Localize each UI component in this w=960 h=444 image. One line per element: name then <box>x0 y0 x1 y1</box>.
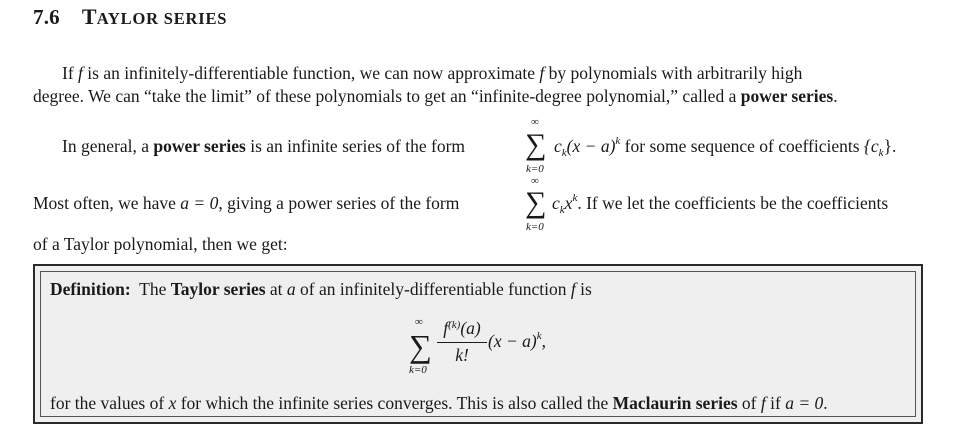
text: of an infinitely-differentiable function <box>295 279 571 299</box>
math-x: x <box>564 193 573 213</box>
math-sup: (k) <box>448 319 461 331</box>
series-factor <box>488 331 546 352</box>
para1-line2 <box>33 86 838 107</box>
text: is an infinite series of the form <box>245 136 466 156</box>
text: , <box>541 331 546 351</box>
math-den: k! <box>455 345 469 365</box>
text: , giving a power series of the form <box>218 193 460 213</box>
sum-lower-limit: k=0 <box>409 364 427 376</box>
text: The <box>130 279 171 299</box>
text: degree. We can “take the limit” of these polynomials to get an “infinite-degree polynomial,” called a <box>33 86 741 106</box>
text: by polynomials with arbitrarily high <box>544 63 803 83</box>
definition-line3 <box>50 393 828 414</box>
math-x: x <box>168 393 177 413</box>
math-f: f <box>570 279 576 299</box>
summation-sign: ∑ <box>409 328 432 364</box>
text: . <box>823 393 828 413</box>
text: for which the infinite series converges. This is also called the <box>176 393 613 413</box>
fraction-bar <box>437 342 487 343</box>
math-coef: {c <box>863 136 879 156</box>
text: is an infinitely-differentiable function, we can now approximate <box>82 63 540 83</box>
section-title-rest: AYLOR SERIES <box>96 9 228 28</box>
math-c: c <box>554 136 562 156</box>
sum-upper-limit: ∞ <box>531 175 539 187</box>
section-title-initial: T <box>81 4 97 29</box>
math-sub: k <box>559 204 565 216</box>
term-maclaurin-series: Maclaurin series <box>612 393 738 413</box>
fraction-denominator <box>437 345 487 366</box>
math-c: c <box>552 193 560 213</box>
math-f: f <box>539 63 545 83</box>
text: . If we let the coefficients be the coefficients <box>577 193 889 213</box>
term-taylor-series: Taylor series <box>170 279 266 299</box>
sum-upper-limit: ∞ <box>531 116 539 128</box>
math-factor: (x − a) <box>566 136 616 156</box>
fraction-numerator <box>437 318 487 339</box>
text: In general, a <box>62 136 154 156</box>
para3-line2: of a Taylor polynomial, then we get: <box>33 234 288 254</box>
math-f: f <box>78 63 83 83</box>
text: for the values of <box>50 393 169 413</box>
text: is <box>575 279 592 299</box>
math-sup: k <box>615 135 621 147</box>
math-a: a <box>286 279 296 299</box>
text: If <box>62 63 79 83</box>
math-sup: k <box>572 192 578 204</box>
text: if <box>765 393 786 413</box>
sum-lower-limit: k=0 <box>526 163 544 175</box>
text: Most often, we have <box>33 193 181 213</box>
summation-sign: ∑ <box>525 186 547 219</box>
term-power-series: power series <box>153 136 246 156</box>
para3-text-left <box>33 193 459 214</box>
sum-lower-limit: k=0 <box>526 221 544 233</box>
term-power-series: power series <box>740 86 834 106</box>
math-f: f <box>760 393 766 413</box>
definition-line1 <box>50 279 592 300</box>
text: for some sequence of coefficients <box>620 136 864 156</box>
section-number: 7.6 <box>33 5 60 29</box>
summation-sign: ∑ <box>525 128 547 161</box>
text: }. <box>883 136 897 156</box>
para2-series-term <box>554 136 896 157</box>
sum-upper-limit: ∞ <box>415 316 423 328</box>
para1-line1 <box>62 63 802 84</box>
text: at <box>265 279 287 299</box>
math-factor: (x − a) <box>488 331 537 351</box>
math-sup: k <box>536 330 542 342</box>
para2-text-left <box>62 136 465 157</box>
text: of <box>737 393 761 413</box>
text: . <box>833 86 838 106</box>
para3-series-term <box>552 193 888 214</box>
math-sub: k <box>878 147 884 159</box>
math-f: f <box>443 318 449 338</box>
definition-label: Definition: <box>50 279 131 299</box>
section-heading <box>33 4 227 30</box>
math-sub: k <box>561 147 567 159</box>
math-arg: (a) <box>460 318 481 338</box>
math-eq: a = 0 <box>785 393 824 413</box>
math-eq: a = 0 <box>180 193 219 213</box>
